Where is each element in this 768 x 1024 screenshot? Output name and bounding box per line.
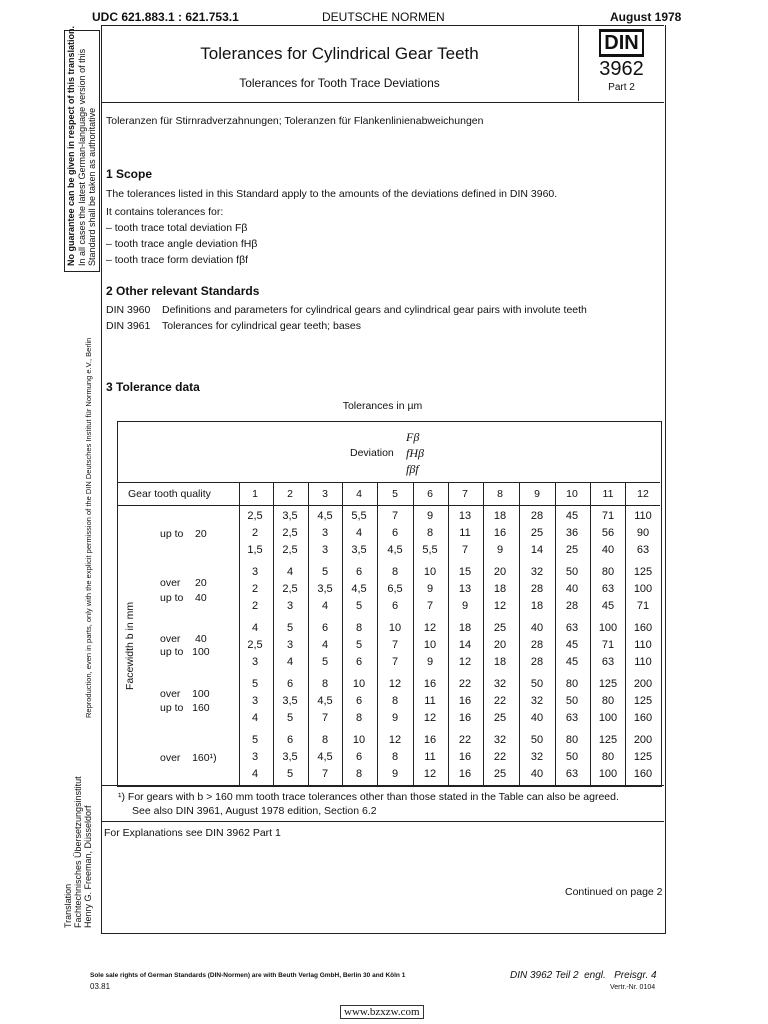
table-cell: 28 xyxy=(530,656,544,668)
footer-vertr: Vertr.-Nr. 0104 xyxy=(610,984,656,991)
din-label: DIN xyxy=(599,29,643,57)
quality-header-cell: 2 xyxy=(287,488,293,500)
table-cell: 32 xyxy=(493,678,507,690)
table-cell: 4 xyxy=(355,527,363,539)
udc-number: UDC 621.883.1 : 621.753.1 xyxy=(92,10,239,24)
part-number: Part 2 xyxy=(608,82,635,93)
table-cell: 8 xyxy=(321,678,329,690)
column-rule xyxy=(413,482,414,785)
scope-para2: It contains tolerances for: xyxy=(106,206,224,218)
table-cell: 7 xyxy=(321,712,329,724)
table-cell: 25 xyxy=(493,622,507,634)
standard-text: Definitions and parameters for cylindrical gears and cylindrical gear pairs with involute teeth xyxy=(162,304,587,316)
table-cell: 13 xyxy=(458,583,472,595)
quality-header-cell: 1 xyxy=(252,488,258,500)
table-cell: 6 xyxy=(355,751,363,763)
table-cell: 3 xyxy=(321,544,329,556)
table-cell: 28 xyxy=(530,583,544,595)
table-cell: 5,5 xyxy=(351,510,367,522)
table-cell: 125 xyxy=(633,695,653,707)
table-cell: 100 xyxy=(598,712,618,724)
table-cell: 5 xyxy=(355,639,363,651)
table-cell: 160 xyxy=(633,622,653,634)
range-label: over 160¹) xyxy=(160,752,217,764)
table-cell: 9 xyxy=(391,768,399,780)
column-rule xyxy=(519,482,520,785)
quality-label: Gear tooth quality xyxy=(128,488,211,500)
table-cell: 110 xyxy=(634,656,652,668)
quality-header-cell: 11 xyxy=(602,488,614,500)
table-cell: 12 xyxy=(423,622,437,634)
table-cell: 125 xyxy=(633,751,653,763)
table-cell: 2,5 xyxy=(282,583,298,595)
quality-header-cell: 4 xyxy=(356,488,362,500)
table-cell: 4 xyxy=(321,600,329,612)
table-cell: 6 xyxy=(355,566,363,578)
table-cell: 2 xyxy=(251,600,259,612)
table-cell: 71 xyxy=(601,510,615,522)
table-cell: 20 xyxy=(493,639,507,651)
table-cell: 18 xyxy=(530,600,544,612)
table-cell: 7 xyxy=(426,600,434,612)
table-cell: 4 xyxy=(251,712,259,724)
guarantee-note: No guarantee can be given in respect of this translation. xyxy=(66,25,76,266)
column-rule xyxy=(377,482,378,785)
quality-header-cell: 9 xyxy=(534,488,540,500)
header-center: DEUTSCHE NORMEN xyxy=(322,10,445,24)
range-label: up to 160 xyxy=(160,702,210,714)
table-cell: 6 xyxy=(391,527,399,539)
footnote-rule xyxy=(101,785,664,786)
table-cell: 20 xyxy=(493,566,507,578)
table-cell: 3,5 xyxy=(317,583,333,595)
table-cell: 12 xyxy=(423,712,437,724)
table-cell: 200 xyxy=(633,678,653,690)
table-cell: 2,5 xyxy=(282,527,298,539)
table-cell: 63 xyxy=(565,622,579,634)
table-cell: 3 xyxy=(251,751,259,763)
table-cell: 15 xyxy=(458,566,472,578)
range-label: up to 100 xyxy=(160,646,210,658)
standards-heading: 2 Other relevant Standards xyxy=(106,284,260,298)
table-cell: 8 xyxy=(391,566,399,578)
quality-header-cell: 12 xyxy=(637,488,649,500)
range-label: over 100 xyxy=(160,688,210,700)
table-cell: 28 xyxy=(565,600,579,612)
table-cell: 12 xyxy=(423,768,437,780)
table-cell: 63 xyxy=(601,583,615,595)
footnote: ¹) For gears with b > 160 mm tooth trace tolerances other than those stated in the Table can also be agreed. xyxy=(118,791,619,803)
table-cell: 14 xyxy=(458,639,472,651)
table-cell: 10 xyxy=(388,622,402,634)
guarantee-note-2: In all cases the latest German-language version of this xyxy=(77,48,87,266)
column-rule xyxy=(555,482,556,785)
table-cell: 50 xyxy=(530,734,544,746)
table-cell: 25 xyxy=(493,768,507,780)
table-cell: 36 xyxy=(565,527,579,539)
column-rule xyxy=(590,482,591,785)
unit-caption: Tolerances in µm xyxy=(342,400,423,412)
table-cell: 110 xyxy=(634,639,652,651)
table-cell: 7 xyxy=(321,768,329,780)
table-cell: 6 xyxy=(355,656,363,668)
deviation-symbol: fβf xyxy=(406,462,419,476)
table-cell: 12 xyxy=(493,600,507,612)
range-label: over 40 xyxy=(160,633,207,645)
table-cell: 110 xyxy=(634,510,652,522)
table-cell: 71 xyxy=(601,639,615,651)
table-cell: 18 xyxy=(493,510,507,522)
translation-note-3: Henry G. Freeman, Düsseldorf xyxy=(83,805,93,928)
table-cell: 9 xyxy=(496,544,504,556)
table-cell: 8 xyxy=(391,695,399,707)
deviation-label: Deviation xyxy=(350,447,394,459)
table-cell: 4 xyxy=(251,622,259,634)
quality-header-cell: 3 xyxy=(322,488,328,500)
table-cell: 40 xyxy=(530,622,544,634)
table-cell: 5 xyxy=(321,566,329,578)
table-cell: 11 xyxy=(424,695,436,707)
table-cell: 90 xyxy=(636,527,650,539)
page-title: Tolerances for Cylindrical Gear Teeth xyxy=(200,44,479,63)
table-cell: 63 xyxy=(565,768,579,780)
table-cell: 2 xyxy=(251,583,259,595)
table-cell: 45 xyxy=(565,656,579,668)
table-cell: 9 xyxy=(391,712,399,724)
table-cell: 2,5 xyxy=(247,639,263,651)
table-cell: 50 xyxy=(530,678,544,690)
page-subtitle: Tolerances for Tooth Trace Deviations xyxy=(239,76,440,90)
table-cell: 16 xyxy=(458,695,472,707)
table-cell: 7 xyxy=(391,510,399,522)
table-cell: 9 xyxy=(461,600,469,612)
table-cell: 7 xyxy=(461,544,469,556)
table-cell: 25 xyxy=(565,544,579,556)
column-rule xyxy=(625,482,626,785)
german-title: Toleranzen für Stirnradverzahnungen; Toleranzen für Flankenlinienabweichungen xyxy=(106,115,484,127)
translation-note-2: Fachtechnisches Übersetzungsinstitut xyxy=(73,776,83,928)
range-label: up to 20 xyxy=(160,528,207,540)
table-cell: 25 xyxy=(493,712,507,724)
table-cell: 8 xyxy=(391,751,399,763)
table-cell: 3 xyxy=(321,527,329,539)
table-cell: 3 xyxy=(251,566,259,578)
table-cell: 56 xyxy=(601,527,615,539)
header-date: August 1978 xyxy=(610,10,682,24)
table-cell: 22 xyxy=(493,751,507,763)
table-cell: 16 xyxy=(458,712,472,724)
explanations-note: For Explanations see DIN 3962 Part 1 xyxy=(104,827,281,839)
table-cell: 160 xyxy=(633,768,653,780)
table-cell: 11 xyxy=(459,527,471,539)
table-cell: 6 xyxy=(321,622,329,634)
table-cell: 32 xyxy=(530,695,544,707)
table-cell: 63 xyxy=(601,656,615,668)
table-cell: 5,5 xyxy=(422,544,438,556)
table-cell: 8 xyxy=(355,712,363,724)
table-cell: 3 xyxy=(286,600,294,612)
column-rule xyxy=(483,482,484,785)
scope-item: – tooth trace form deviation fβf xyxy=(106,254,249,266)
table-cell: 28 xyxy=(530,639,544,651)
table-cell: 14 xyxy=(530,544,544,556)
column-rule xyxy=(448,482,449,785)
translation-note: Translation xyxy=(63,883,73,928)
tolerance-heading: 3 Tolerance data xyxy=(106,380,200,394)
scope-para1: The tolerances listed in this Standard apply to the amounts of the deviations defined in DIN 3960. xyxy=(106,188,558,200)
table-cell: 7 xyxy=(391,656,399,668)
table-cell: 2,5 xyxy=(282,544,298,556)
quality-header-cell: 7 xyxy=(462,488,468,500)
table-cell: 100 xyxy=(598,768,618,780)
table-cell: 9 xyxy=(426,656,434,668)
table-cell: 32 xyxy=(530,566,544,578)
scope-item: – tooth trace angle deviation fHβ xyxy=(106,238,258,250)
table-cell: 4 xyxy=(286,566,294,578)
table-cell: 4 xyxy=(321,639,329,651)
quality-header-cell: 8 xyxy=(497,488,503,500)
table-cell: 22 xyxy=(458,678,472,690)
table-cell: 4,5 xyxy=(317,510,333,522)
table-cell: 12 xyxy=(458,656,472,668)
table-cell: 13 xyxy=(458,510,472,522)
table-cell: 1,5 xyxy=(247,544,263,556)
table-cell: 100 xyxy=(598,622,618,634)
table-cell: 5 xyxy=(286,712,294,724)
table-cell: 22 xyxy=(458,734,472,746)
table-cell: 16 xyxy=(423,678,437,690)
table-cell: 3,5 xyxy=(351,544,367,556)
table-cell: 6,5 xyxy=(387,583,403,595)
table-cell: 7 xyxy=(391,639,399,651)
table-cell: 3,5 xyxy=(282,510,298,522)
table-cell: 5 xyxy=(355,600,363,612)
standard-code: DIN 3960 xyxy=(106,304,151,316)
column-rule xyxy=(273,482,274,785)
table-cell: 50 xyxy=(565,751,579,763)
table-cell: 45 xyxy=(601,600,615,612)
table-cell: 16 xyxy=(493,527,507,539)
table-cell: 5 xyxy=(321,656,329,668)
scope-item: – tooth trace total deviation Fβ xyxy=(106,222,248,234)
table-cell: 63 xyxy=(636,544,650,556)
quality-header-cell: 10 xyxy=(566,488,578,500)
range-label: over 20 xyxy=(160,577,207,589)
table-cell: 2,5 xyxy=(247,510,263,522)
table-cell: 80 xyxy=(565,678,579,690)
table-cell: 5 xyxy=(286,622,294,634)
footer-rights: Sole sale rights of German Standards (DIN-Normen) are with Beuth Verlag GmbH, Berlin 30 and Köln 1 xyxy=(90,972,406,979)
table-cell: 18 xyxy=(458,622,472,634)
table-cell: 8 xyxy=(355,622,363,634)
table-cell: 40 xyxy=(601,544,615,556)
table-cell: 5 xyxy=(286,768,294,780)
table-cell: 6 xyxy=(391,600,399,612)
table-cell: 80 xyxy=(601,695,615,707)
table-cell: 4,5 xyxy=(317,751,333,763)
column-rule xyxy=(239,482,240,785)
table-cell: 16 xyxy=(458,768,472,780)
scope-heading: 1 Scope xyxy=(106,167,153,181)
table-cell: 40 xyxy=(565,583,579,595)
table-cell: 6 xyxy=(286,734,294,746)
table-cell: 32 xyxy=(493,734,507,746)
range-label: up to 40 xyxy=(160,592,207,604)
table-cell: 200 xyxy=(633,734,653,746)
facewidth-label: Facewidth b in mm xyxy=(124,601,136,690)
table-cell: 4,5 xyxy=(387,544,403,556)
table-rule xyxy=(117,482,660,483)
table-cell: 10 xyxy=(423,566,437,578)
footnote-rule-bottom xyxy=(101,821,664,822)
table-cell: 2 xyxy=(251,527,259,539)
continued-note: Continued on page 2 xyxy=(565,886,663,898)
guarantee-note-3: Standard shall be taken as authoritative xyxy=(87,107,97,266)
table-cell: 18 xyxy=(493,583,507,595)
standard-code: DIN 3961 xyxy=(106,320,151,332)
table-cell: 16 xyxy=(423,734,437,746)
table-cell: 8 xyxy=(426,527,434,539)
quality-header-cell: 5 xyxy=(392,488,398,500)
table-cell: 63 xyxy=(565,712,579,724)
table-cell: 40 xyxy=(530,712,544,724)
table-cell: 4,5 xyxy=(351,583,367,595)
table-cell: 50 xyxy=(565,695,579,707)
table-cell: 125 xyxy=(598,678,618,690)
table-cell: 100 xyxy=(633,583,653,595)
table-cell: 12 xyxy=(388,734,402,746)
watermark-link[interactable]: www.bzxzw.com xyxy=(340,1005,424,1019)
footnote-2: See also DIN 3961, August 1978 edition, Section 6.2 xyxy=(132,805,377,817)
table-cell: 32 xyxy=(530,751,544,763)
table-cell: 4 xyxy=(286,656,294,668)
table-cell: 3 xyxy=(251,656,259,668)
table-cell: 6 xyxy=(286,678,294,690)
table-cell: 3 xyxy=(251,695,259,707)
table-cell: 6 xyxy=(355,695,363,707)
table-cell: 40 xyxy=(530,768,544,780)
table-cell: 50 xyxy=(565,566,579,578)
table-cell: 28 xyxy=(530,510,544,522)
table-cell: 80 xyxy=(565,734,579,746)
table-cell: 22 xyxy=(493,695,507,707)
reproduction-note: Reproduction, even in parts, only with the explicit permission of the DIN Deutsches Institut für Normung e.V., Berlin xyxy=(84,337,93,718)
deviation-symbol: Fβ xyxy=(406,430,420,444)
table-cell: 10 xyxy=(352,734,366,746)
table-cell: 5 xyxy=(251,678,259,690)
table-cell: 9 xyxy=(426,510,434,522)
table-cell: 45 xyxy=(565,639,579,651)
table-cell: 80 xyxy=(601,566,615,578)
table-cell: 9 xyxy=(426,583,434,595)
table-cell: 3 xyxy=(286,639,294,651)
table-cell: 160 xyxy=(633,712,653,724)
table-cell: 45 xyxy=(565,510,579,522)
din-number: 3962 xyxy=(599,58,644,80)
table-cell: 12 xyxy=(388,678,402,690)
table-cell: 11 xyxy=(424,751,436,763)
table-cell: 80 xyxy=(601,751,615,763)
table-cell: 25 xyxy=(530,527,544,539)
table-cell: 4 xyxy=(251,768,259,780)
quality-header-cell: 6 xyxy=(427,488,433,500)
table-cell: 125 xyxy=(633,566,653,578)
table-cell: 10 xyxy=(423,639,437,651)
table-cell: 16 xyxy=(458,751,472,763)
table-cell: 3,5 xyxy=(282,751,298,763)
din-logo xyxy=(579,32,664,55)
table-cell: 125 xyxy=(598,734,618,746)
table-cell: 8 xyxy=(321,734,329,746)
table-cell: 10 xyxy=(352,678,366,690)
table-cell: 8 xyxy=(355,768,363,780)
table-cell: 5 xyxy=(251,734,259,746)
table-cell: 18 xyxy=(493,656,507,668)
table-cell: 3,5 xyxy=(282,695,298,707)
standard-text: Tolerances for cylindrical gear teeth; bases xyxy=(162,320,362,332)
column-rule xyxy=(342,482,343,785)
footer-code: 03.81 xyxy=(90,982,111,991)
column-rule xyxy=(308,482,309,785)
deviation-symbol: fHβ xyxy=(406,446,424,460)
table-cell: 71 xyxy=(636,600,650,612)
table-rule xyxy=(117,505,660,506)
footer-din: DIN 3962 Teil 2 engl. Preisgr. 4 xyxy=(510,970,657,981)
table-cell: 4,5 xyxy=(317,695,333,707)
